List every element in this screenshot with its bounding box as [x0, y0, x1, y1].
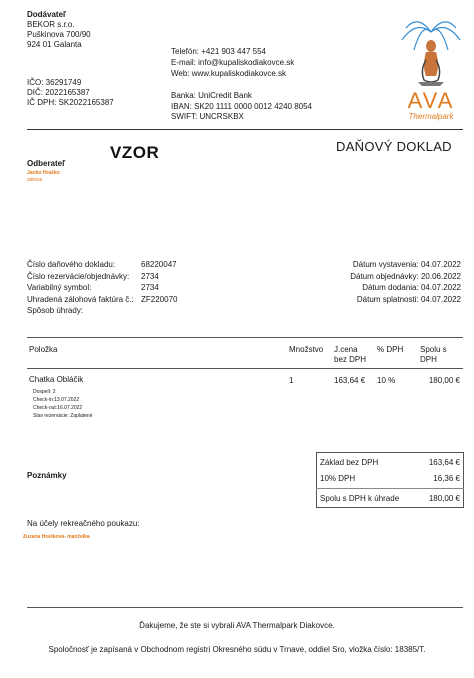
summary-right-rule [463, 452, 464, 508]
footer-registry: Spoločnosť je zapísaná v Obchodnom registri Okresného súdu v Trnave, oddiel Sro, vložka číslo: 18385/T. [48, 645, 426, 654]
bank-name: Banka: UniCredit Bank [171, 91, 252, 100]
contact-phone: Telefón: +421 903 447 554 [171, 47, 266, 56]
bank-swift: SWIFT: UNCRSKBX [171, 112, 244, 121]
summary-vat-label: 10% DPH [320, 474, 356, 483]
contact-web: Web: www.kupaliskodiakovce.sk [171, 69, 287, 78]
table-row [29, 375, 92, 420]
table-top-rule [27, 337, 463, 338]
contact-block [171, 46, 294, 79]
footer-divider [27, 607, 463, 608]
detail-row: Číslo daňového dokladu: 68220047 [27, 260, 177, 269]
footer-thanks: Ďakujeme, že ste si vybrali AVA Thermalpark Diakovce. [139, 621, 335, 630]
item-notes: Dospelí: 2 Check-in:13.07.2022 Check-out:16.07.2022 Stav rezervácie: Zaplatené [33, 389, 93, 419]
watermark-stamp: VZOR [110, 143, 160, 162]
summary-bottom-rule [316, 507, 464, 508]
notes-label: Poznámky [27, 471, 67, 480]
col-header-item: Položka [29, 345, 58, 354]
supplier-name: BEKOR s.r.o. [27, 20, 75, 29]
supplier-ids [27, 78, 114, 108]
date-row: Dátum objednávky: 20.06.2022 [350, 271, 461, 281]
detail-row: Číslo rezervácie/objednávky: 2734 [27, 271, 159, 281]
date-row: Dátum vystavenia: 04.07.2022 [352, 260, 461, 269]
summary-top-rule [316, 452, 464, 453]
detail-row: Uhradená zálohová faktúra č.: ZF220070 [27, 294, 178, 304]
item-name: Chatka Obláčik [29, 375, 84, 384]
customer-heading: Odberateľ [27, 159, 66, 168]
date-row: Dátum splatnosti: 04.07.2022 [356, 294, 461, 304]
contact-email: E-mail: info@kupaliskodiakovce.sk [171, 58, 295, 67]
detail-row: Spôsob úhrady: [27, 306, 84, 315]
customer-block [27, 159, 65, 184]
detail-row: Variabilný symbol: 2734 [27, 283, 159, 292]
date-row: Dátum dodania: 04.07.2022 [362, 283, 461, 292]
bank-iban: IBAN: SK20 1111 0000 0012 4240 8054 [171, 101, 313, 111]
summary-inner-rule [316, 488, 464, 489]
bank-block [171, 91, 312, 123]
col-header-total: Spolu s DPH [420, 345, 447, 364]
col-header-vat: % DPH [377, 345, 404, 354]
item-total: 180,00 € [428, 376, 460, 385]
logo-subtitle: Thermalpark [408, 112, 454, 121]
customer-name: Janko Hraško [27, 170, 60, 176]
ava-logo [396, 10, 466, 120]
col-header-qty: Množstvo [289, 345, 324, 354]
summary-total-label: Spolu s DPH k úhrade [320, 494, 400, 503]
voucher-label: Na účely rekreačného poukazu: [27, 519, 140, 528]
invoice-details-right [300, 259, 461, 305]
supplier-street: Puškinova 700/90 [27, 30, 91, 39]
summary-vat-value: 16,36 € [433, 474, 460, 483]
summary-base-value: 163,64 € [428, 458, 460, 467]
item-vat: 10 % [377, 376, 396, 385]
summary-left-rule [316, 452, 317, 508]
summary-total-value: 180,00 € [428, 494, 460, 503]
invoice-details-left [27, 259, 177, 317]
item-unit-price: 163,64 € [334, 376, 366, 385]
supplier-ico: IČO: 36291749 [27, 78, 82, 87]
summary-base-label: Základ bez DPH [320, 458, 379, 467]
col-header-unit-price: J.cena bez DPH [334, 345, 367, 364]
voucher-name: Zuzana Hrašková- manželka [23, 534, 90, 540]
item-qty: 1 [289, 376, 294, 385]
table-header-rule [27, 368, 463, 369]
header-divider [27, 129, 463, 130]
supplier-dic: DIČ: 2022165387 [27, 88, 90, 97]
document-title: DAŇOVÝ DOKLAD [336, 139, 452, 154]
logo-word: AVA [407, 88, 455, 113]
supplier-heading: Dodávateľ [27, 10, 67, 19]
customer-address: adresa [27, 177, 43, 183]
supplier-city: 924 01 Galanta [27, 40, 82, 49]
supplier-block [27, 10, 91, 50]
supplier-icdph: IČ DPH: SK2022165387 [27, 98, 114, 107]
